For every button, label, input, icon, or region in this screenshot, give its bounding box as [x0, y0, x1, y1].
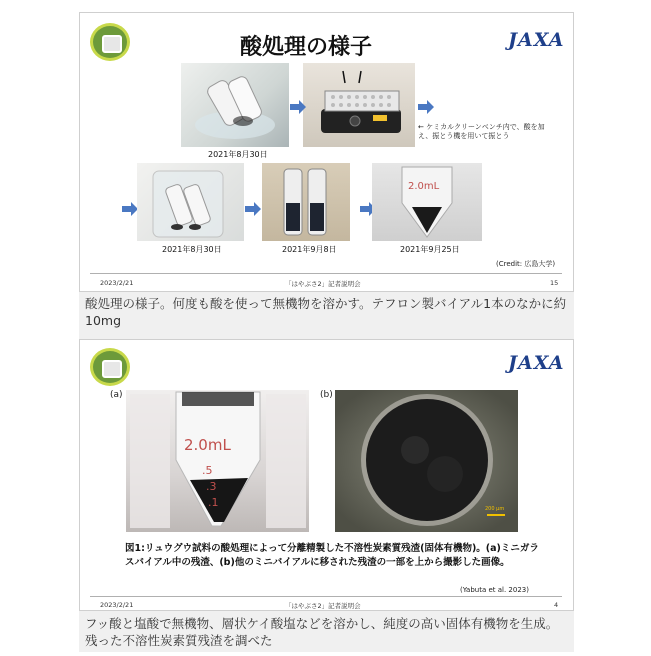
photo-date: 2021年8月30日 [208, 150, 268, 159]
photo-vials-in-beaker [137, 163, 244, 241]
slide-title: 酸処理の様子 [240, 35, 373, 60]
photo-vials-dark-residue [262, 163, 350, 241]
jaxa-logo: JAXA [508, 29, 565, 51]
footer-divider [90, 273, 562, 274]
panel-label-b: (b) [320, 390, 333, 400]
footer-event: 「はやぶさ2」記者説明会 [285, 280, 361, 288]
footer-date: 2023/2/21 [100, 279, 134, 287]
jaxa-logo: JAXA [508, 352, 565, 374]
hayabusa2-mission-logo [90, 348, 130, 386]
procedure-note: ← ケミカルクリーンベンチ内で、酸を加え、振とう機を用いて振とう [418, 123, 545, 140]
svg-text:.5: .5 [202, 464, 213, 477]
photo-shaker-machine [303, 63, 415, 147]
photo-vial-residue-close-up [372, 163, 482, 241]
photo-date: 2021年9月8日 [282, 245, 337, 254]
slide-15 [79, 12, 574, 292]
svg-text:2.0mL: 2.0mL [184, 436, 231, 454]
footer-page-number: 15 [550, 279, 559, 287]
svg-text:2.0mL: 2.0mL [408, 181, 440, 192]
footer-date: 2023/2/21 [100, 601, 134, 609]
footer-event: 「はやぶさ2」記者説明会 [285, 602, 361, 610]
svg-text:200 μm: 200 μm [485, 506, 505, 512]
footer-divider [90, 596, 562, 597]
photo-date: 2021年8月30日 [162, 245, 222, 254]
panel-label-a: (a) [110, 390, 123, 400]
figure-credit: (Yabuta et al. 2023) [460, 586, 529, 594]
figure-b-residue-top-view [335, 390, 518, 532]
image-credit: (Credit: 広島大学) [496, 260, 556, 268]
slide-4 [79, 339, 574, 611]
footer-page-number: 4 [554, 601, 559, 609]
document-viewer [79, 12, 574, 652]
svg-text:.1: .1 [208, 496, 219, 509]
slide-caption: 酸処理の様子。何度も酸を使って無機物を溶かす。テフロン製バイアル1本のなかに約10mg [85, 296, 567, 328]
photo-date: 2021年9月25日 [400, 245, 460, 254]
hayabusa2-mission-logo [90, 23, 130, 61]
figure-a-vial-residue [126, 390, 309, 532]
svg-text:.3: .3 [206, 480, 217, 493]
slide-caption: フッ酸と塩酸で無機物、層状ケイ酸塩などを溶かし、純度の高い固体有機物を生成。残った不溶性炭素質残渣を調べた [85, 616, 559, 648]
figure-caption: 図1:リュウグウ試料の酸処理によって分離精製した不溶性炭素質残渣(固体有機物)。(a)ミニガラスバイアル中の残渣、(b)他のミニバイアルに移された残渣の一部を上から撮影した画像。 [125, 543, 539, 568]
photo-vial-acid-added [181, 63, 289, 147]
